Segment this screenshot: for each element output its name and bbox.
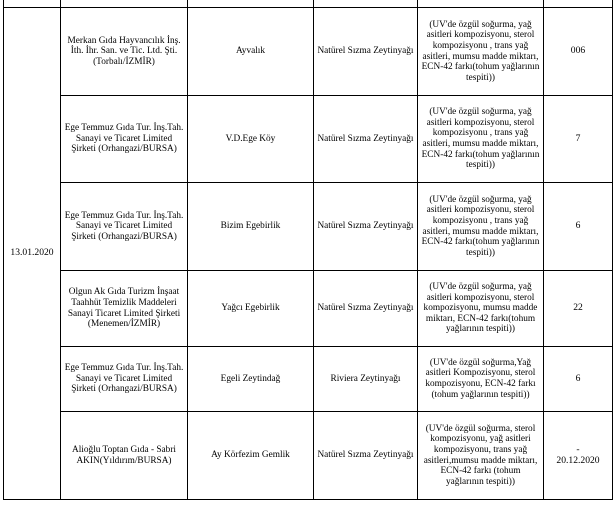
parameters-cell: (UV'de özgül soğurma, sterol kompozisyonu, yağ asitleri kompozisyonu, trans yağ asitleri,mumsu madde miktarı, ECN-42 farkı (tohum yağlarının tespiti)) bbox=[418, 412, 544, 500]
parameters-cell: (UV'de özgül soğurma, yağ asitleri kompozisyonu, sterol kompozisyonu , trans yağ asitleri, mumsu madde miktarı, ECN-42 farkı(tohum yağlarının tespiti)) bbox=[418, 8, 544, 96]
lot-cell: 6 bbox=[544, 347, 613, 412]
brand-cell: Ayvalık bbox=[188, 8, 314, 96]
product-cell: Natürel Sızma Zeytinyağı bbox=[314, 183, 418, 271]
table-cell bbox=[4, 0, 61, 8]
lot-cell bbox=[544, 412, 613, 500]
lot-cell: 6 bbox=[544, 183, 613, 271]
table-cell bbox=[418, 0, 544, 8]
company-cell: Olgun Ak Gıda Turizm İnşaat Taahhüt Temizlik Maddeleri Sanayi Ticaret Limited Şirketi (Menemen/İZMİR) bbox=[61, 271, 188, 347]
date-cell: 13.01.2020 bbox=[4, 8, 61, 500]
company-cell: Ege Temmuz Gıda Tur. İnş.Tah. Sanayi ve Ticaret Limited Şirketi (Orhangazi/BURSA) bbox=[61, 183, 188, 271]
table-cell bbox=[61, 0, 188, 8]
parameters-cell: (UV'de özgül soğurma, yağ asitleri kompozisyonu, sterol kompozisyonu, mumsu madde miktarı, ECN-42 farkı(tohum yağlarının tespiti)) bbox=[418, 271, 544, 347]
table-cell bbox=[544, 0, 613, 8]
table-row bbox=[4, 8, 613, 96]
table-cell bbox=[314, 0, 418, 8]
company-cell: Merkan Gıda Hayvancılık İnş. İth. İhr. San. ve Tic. Ltd. Şti. (Torbalı/İZMİR) bbox=[61, 8, 188, 96]
lot-cell: 7 bbox=[544, 96, 613, 183]
brand-cell: Egeli Zeytindağ bbox=[188, 347, 314, 412]
product-cell: Natürel Sızma Zeytinyağı bbox=[314, 8, 418, 96]
lot-cell: 22 bbox=[544, 271, 613, 347]
table-row bbox=[4, 183, 613, 271]
company-cell: Ege Temmuz Gıda Tur. İnş.Tah. Sanayi ve Ticaret Limited Şirketi (Orhangazi/BURSA) bbox=[61, 347, 188, 412]
table-row bbox=[4, 347, 613, 412]
lot-cell: 006 bbox=[544, 8, 613, 96]
table-cell bbox=[188, 0, 314, 8]
lot-dash: - bbox=[576, 443, 580, 455]
table-row bbox=[4, 271, 613, 347]
product-cell: Natürel Sızma Zeytinyağı bbox=[314, 271, 418, 347]
brand-cell: Bizim Egebirlik bbox=[188, 183, 314, 271]
brand-cell: Ay Körfezim Gemlik bbox=[188, 412, 314, 500]
table-row-top-edge bbox=[4, 0, 613, 8]
company-cell: Alioğlu Toptan Gıda - Sabri AKIN(Yıldırım/BURSA) bbox=[61, 412, 188, 500]
lot-date: 20.12.2020 bbox=[556, 454, 600, 466]
inspection-table bbox=[3, 0, 613, 500]
table-row bbox=[4, 412, 613, 500]
product-cell: Natürel Sızma Zeytinyağı bbox=[314, 412, 418, 500]
parameters-cell: (UV'de özgül soğurma, yağ asitleri kompozisyonu, sterol kompozisyonu , trans yağ asitleri, mumsu madde miktarı, ECN-42 farkı(tohum yağlarının tespiti)) bbox=[418, 183, 544, 271]
parameters-cell: (UV'de özgül soğurma, yağ asitleri kompozisyonu, sterol kompozisyonu , trans yağ asitleri, mumsu madde miktarı, ECN-42 farkı(tohum yağlarının tespiti)) bbox=[418, 96, 544, 183]
parameters-cell: (UV'de özgül soğurma,Yağ asitleri Kompozisyonu, sterol kompozisyonu, ECN-42 farkı (tohum yağlarının tespiti)) bbox=[418, 347, 544, 412]
brand-cell: V.D.Ege Köy bbox=[188, 96, 314, 183]
table-row bbox=[4, 96, 613, 183]
company-cell: Ege Temmuz Gıda Tur. İnş.Tah. Sanayi ve Ticaret Limited Şirketi (Orhangazi/BURSA) bbox=[61, 96, 188, 183]
product-cell: Natürel Sızma Zeytinyağı bbox=[314, 96, 418, 183]
brand-cell: Yağcı Egebirlik bbox=[188, 271, 314, 347]
product-cell: Riviera Zeytinyağı bbox=[314, 347, 418, 412]
